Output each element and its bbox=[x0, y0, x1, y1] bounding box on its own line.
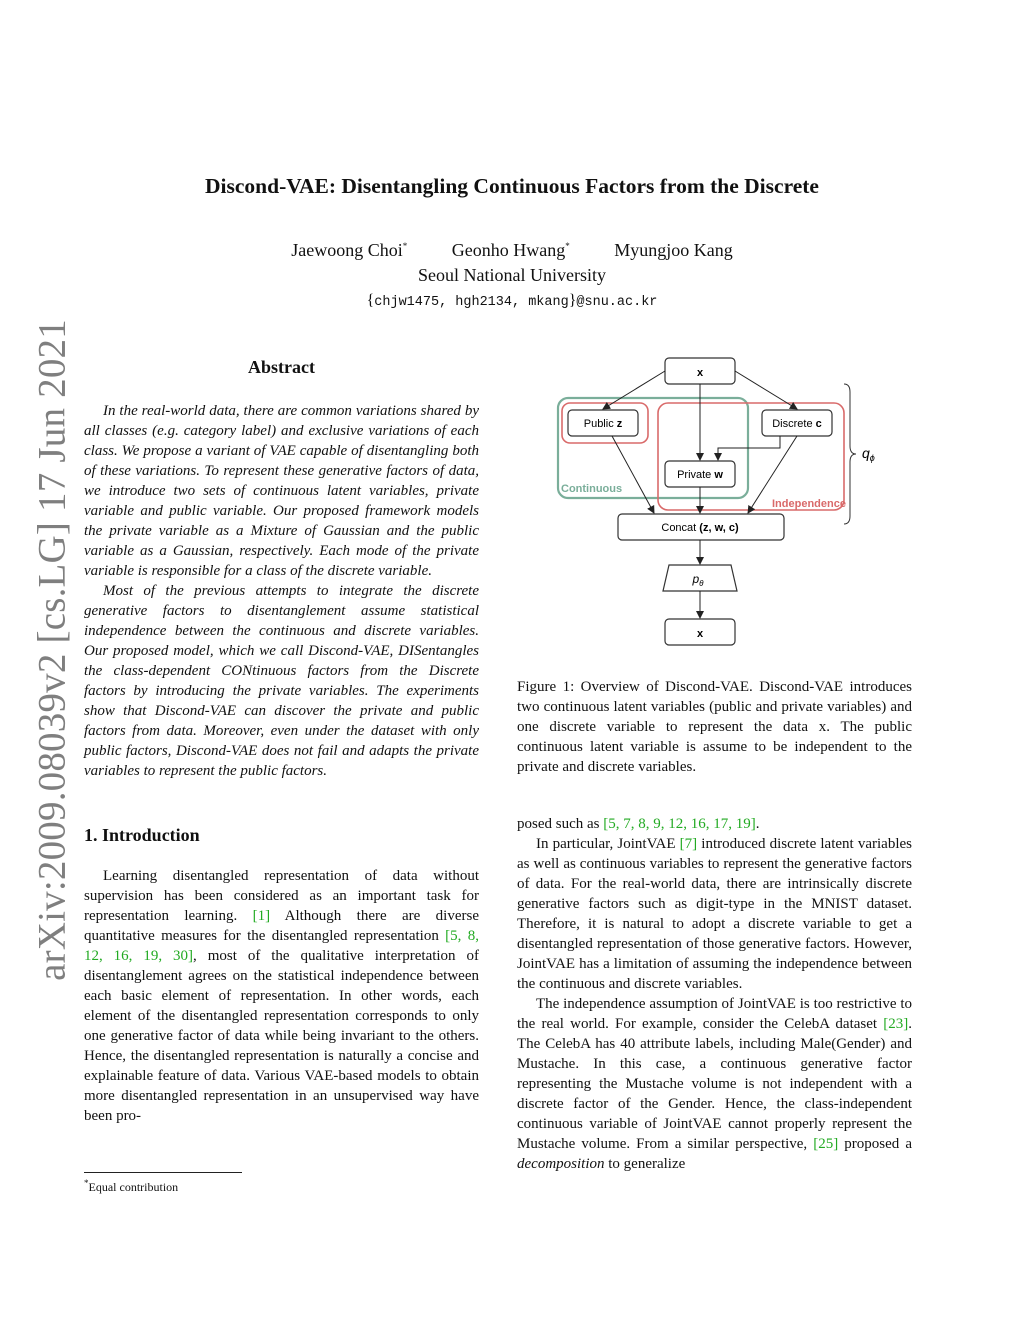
figure-1-caption bbox=[517, 677, 912, 777]
text-run: . bbox=[755, 816, 760, 832]
email-domain: @snu.ac.kr bbox=[576, 295, 658, 310]
text-run: proposed a bbox=[838, 1136, 912, 1152]
citation-link[interactable]: [25] bbox=[813, 1136, 839, 1152]
public-var: z bbox=[616, 418, 623, 430]
discrete-label: Discrete bbox=[772, 418, 813, 430]
citation-link[interactable]: [5, 7, 8, 9, 12, 16, 17, 19] bbox=[603, 816, 756, 832]
public-label: Public bbox=[583, 418, 614, 430]
decoder-letter: p bbox=[692, 572, 700, 586]
concat-label bbox=[661, 522, 739, 534]
author-name: Jaewoong Choi bbox=[291, 240, 403, 260]
text-run: to generalize bbox=[604, 1156, 686, 1172]
brace-close: } bbox=[568, 292, 577, 309]
citation-link[interactable]: [23] bbox=[883, 1016, 909, 1032]
footnote-text: Equal contribution bbox=[88, 1180, 179, 1194]
independence-label: Independence bbox=[772, 498, 846, 510]
citation-link[interactable]: [5, 8, 12, 16, 19, 30] bbox=[84, 928, 479, 964]
abstract-body bbox=[84, 401, 479, 781]
section-heading-introduction: 1. Introduction bbox=[84, 825, 200, 845]
private-w-label bbox=[677, 469, 723, 481]
abstract-paragraph-1: In the real-world data, there are common variations shared by all classes (e.g. category label) and exclusive variations of each class. We propose a variant of VAE capable of disentangling both of these variations. To represent these generative factors of data, we introduce two sets of continuous latent variables, private variable and public variable. Our proposed framework models the private variable as a Mixture of Gaussian and the public variable as a Gaussian, respectively. Each mode of the private variable is responsible for a class of the discrete variable. bbox=[84, 403, 479, 579]
text-run: introduced discrete latent variables as well as continuous variables to represent the generative factors of data. For the real-world data, there are intrinsically discrete generative factors such as digit-type in the MNIST dataset. Therefore, it is natural to adopt a discrete variable to get a disentangled representation of those generative factors. However, JointVAE has a limitation of assuming the independence between the continuous and discrete variables. bbox=[517, 836, 912, 992]
author-mark: * bbox=[565, 241, 570, 251]
author-3 bbox=[614, 240, 733, 260]
text-run: Learning disentangled representation of data without supervision has been considered as an important task for representation learning. bbox=[84, 868, 479, 924]
abstract-heading: Abstract bbox=[248, 357, 315, 377]
author-2 bbox=[452, 240, 570, 260]
right-paragraph-0 bbox=[517, 814, 912, 834]
encoder-sub: ϕ bbox=[869, 453, 875, 463]
decoder-sub: θ bbox=[699, 579, 704, 588]
left-column bbox=[84, 356, 479, 1126]
x-input-label: x bbox=[696, 367, 704, 379]
author-1 bbox=[291, 240, 407, 260]
text-run: posed such as bbox=[517, 816, 604, 832]
encoder-letter: q bbox=[862, 445, 870, 461]
text-run: . The CelebA has 40 attribute labels, including Male(Gender) and Mustache. In this case, a continuous generative factor representing the Mustache volume is not independent with a discrete factor of the Gender. Hence, the class-independent continuous variable of JointVAE cannot properly represent the Mustache volume. From a similar perspective, bbox=[517, 1016, 912, 1152]
right-column bbox=[517, 814, 912, 1174]
citation-link[interactable]: [7] bbox=[679, 836, 698, 852]
footnote-mark: * bbox=[84, 1178, 89, 1188]
public-z-label bbox=[584, 418, 623, 430]
paper-title: Discond-VAE: Disentangling Continuous Factors from the Discrete bbox=[205, 174, 819, 198]
encoder-label bbox=[862, 445, 875, 463]
discrete-c-label bbox=[772, 418, 822, 430]
x-output-label: x bbox=[696, 628, 704, 640]
right-paragraph-1 bbox=[517, 834, 912, 994]
text-run: In particular, JointVAE bbox=[536, 836, 680, 852]
concat-vars: (z, w, c) bbox=[699, 522, 739, 534]
figure-1-diagram bbox=[540, 350, 880, 650]
author-list bbox=[0, 240, 1024, 261]
text-run: , most of the qualitative interpretation of disentanglement agrees on the statistical independence between each basic element of representation. In other words, each element of the disentangled representation corresponds to only one generative factor of data while being invariant to the others. Hence, the disentangled representation is naturally a concise and explainable feature of data. Various VAE-based models to obtain more disentangled representation in an unsupervised way have been pro- bbox=[84, 948, 479, 1124]
continuous-label: Continuous bbox=[561, 483, 623, 495]
text-run: The independence assumption of JointVAE is too restrictive to the real world. For example, consider the CelebA dataset bbox=[517, 996, 912, 1032]
private-label: Private bbox=[677, 469, 712, 481]
arrow bbox=[612, 436, 654, 513]
emphasis: decomposition bbox=[517, 1156, 605, 1172]
private-var: w bbox=[714, 469, 723, 481]
concat-word: Concat bbox=[661, 522, 697, 534]
author-emails bbox=[0, 292, 1024, 310]
citation-link[interactable]: [1] bbox=[252, 908, 271, 924]
right-paragraph-2 bbox=[517, 994, 912, 1174]
arxiv-stamp: arXiv:2009.08039v2 [cs.LG] 17 Jun 2021 bbox=[30, 319, 74, 981]
caption-text: Figure 1: Overview of Discond-VAE. Discond-VAE introduces two continuous latent variables (public and private variables) and one discrete variable to represent the data x. The public continuous latent variable is assume to be independent to the private and discrete variables. bbox=[517, 679, 912, 775]
email-users: chjw1475, hgh2134, mkang bbox=[374, 295, 569, 310]
discrete-var: c bbox=[815, 418, 822, 430]
footnote bbox=[84, 1178, 178, 1195]
author-name: Myungjoo Kang bbox=[614, 240, 733, 260]
brace-open: { bbox=[366, 292, 375, 309]
text-run: Although there are diverse quantitative measures for the disentangled representation bbox=[84, 908, 479, 944]
author-mark: * bbox=[402, 241, 408, 251]
intro-paragraph-1 bbox=[84, 866, 479, 1126]
author-name: Geonho Hwang bbox=[451, 240, 566, 260]
abstract-paragraph-2: Most of the previous attempts to integrate the discrete generative factors to disentanglement assume statistical independence between the continuous and discrete variables. Our proposed model, which we call Discond-VAE, DISentangles the class-dependent CONtinuous factors from the Discrete factors by introducing the private variables. The experiments show that Discond-VAE can discover the private and public factors from data. Moreover, even under the dataset with only public factors, Discond-VAE does not fail and adapts the private variables to represent the public factors. bbox=[84, 583, 479, 779]
footnote-rule bbox=[84, 1172, 242, 1173]
affiliation: Seoul National University bbox=[418, 265, 606, 285]
